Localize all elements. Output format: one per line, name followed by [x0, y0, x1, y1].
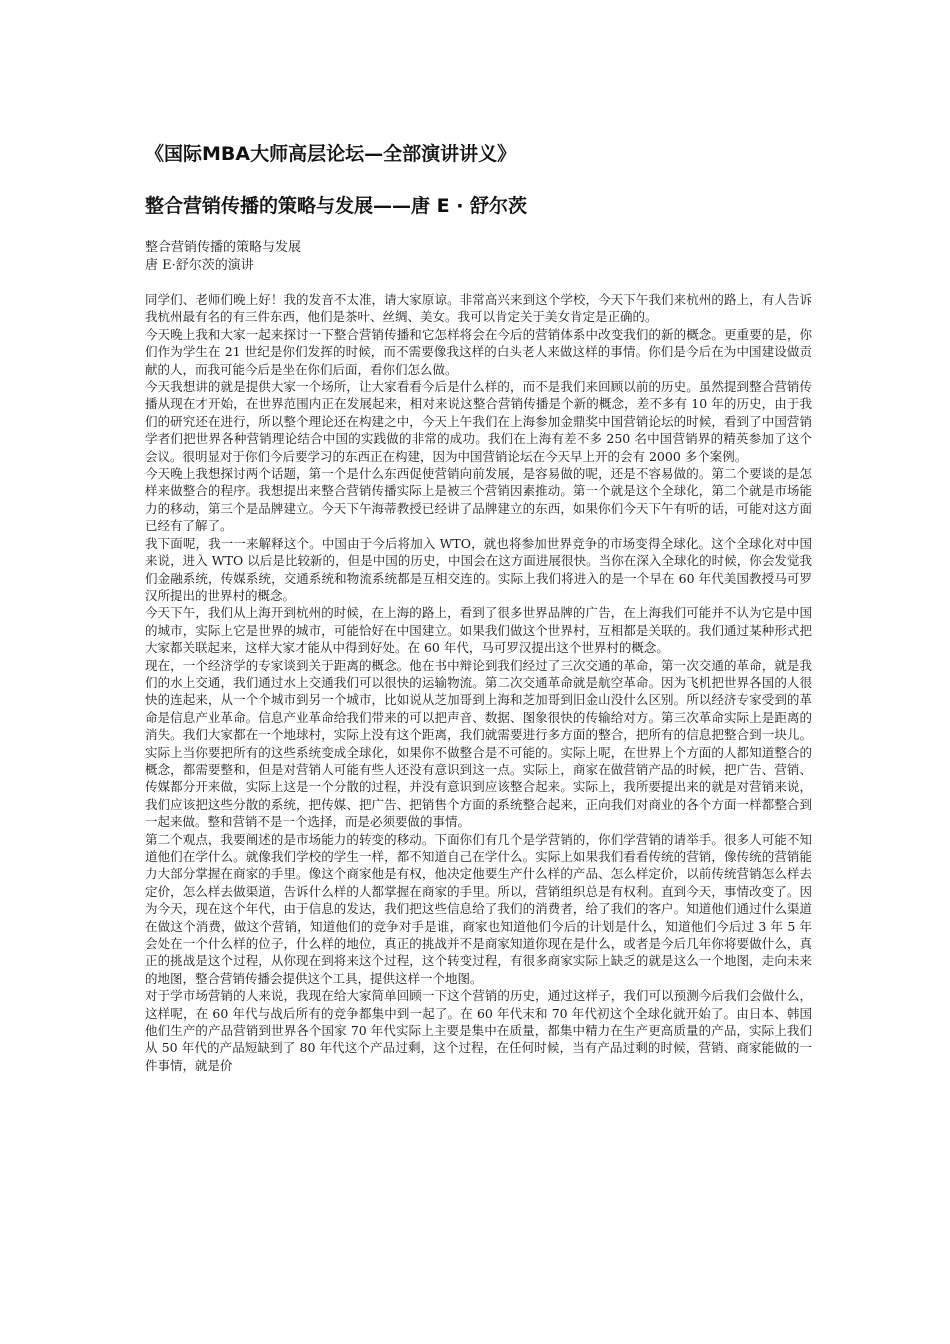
lecture-body: [145, 291, 812, 1074]
lecture-subtitle: [145, 239, 812, 274]
subtitle-line: 整合营销传播的策略与发展: [145, 240, 302, 255]
paragraph: 今天我想讲的就是提供大家一个场所，让大家看看今后是什么样的，而不是我们来回顾以前的历史。虽然提到整合营销传播从现在才开始，在世界范围内正在发展起来，相对来说这整合营销传播是个新的概念，差不多有 10 年的历史，由于我们的研究还在进行，所以整个理论还在构建之中，今天上午我们在上海参加金鼎奖中国营销论坛的时候，看到了中国营销学者们把世界各种营销理论结合中国的实践做的非常的成功。我们在上海有差不多 250 名中国营销界的精英参加了这个会议。很明显对于你们今后要学习的东西正在构建，因为中国营销论坛在今天早上开的会有 2000 多个案例。: [145, 379, 812, 464]
paragraph: 同学们、老师们晚上好！我的发音不太准，请大家原谅。非常高兴来到这个学校，今天下午我们来杭州的路上，有人告诉我杭州最有名的有三件东西，他们是茶叶、丝绸、美女。我可以肯定关于美女肯定是正确的。: [145, 292, 812, 325]
paragraph: 我下面呢，我一一来解释这个。中国由于今后将加入 WTO，就也将参加世界竞争的市场变得全球化。这个全球化对中国来说，进入 WTO 以后是比较新的，但是中国的历史，中国会在这方面进展很快。当你在深入全球化的时候，你会发觉我们金融系统，传媒系统，交通系统和物流系统都是互相交连的。实际上我们将进入的是一个早在 60 年代美国教授马可罗汉所提出的世界村的概念。: [145, 535, 812, 603]
paragraph: 今天下午，我们从上海开到杭州的时候，在上海的路上，看到了很多世界品牌的广告，在上海我们可能并不认为它是中国的城市，实际上它是世界的城市，可能恰好在中国建立。如果我们做这个世界村，互相都是关联的。我们通过某种形式把大家都关联起来，这样大家才能从中得到好处。在 60 年代，马可罗汉提出这个世界村的概念。: [145, 605, 812, 656]
document-page: [145, 140, 812, 1074]
paragraph: 今天晚上我想探讨两个话题，第一个是什么东西促使营销向前发展，是容易做的呢，还是不容易做的。第二个要谈的是怎样来做整合的程序。我想提出来整合营销传播实际上是被三个营销因素推动。第一个就是这个全球化，第二个就是市场能力的移动，第三个是品牌建立。今天下午海蒂教授已经讲了品牌建立的东西，如果你们今天下午有听的话，可能对这方面已经有了解了。: [145, 466, 812, 534]
paragraph: 现在，一个经济学的专家谈到关于距离的概念。他在书中辩论到我们经过了三次交通的革命，第一次交通的革命，就是我们的水上交通，我们通过水上交通我们可以很快的运输物流。第二次交通革命就是航空革命。因为飞机把世界各国的人很快的连起来，从一个个城市到另一个城市，比如说从芝加哥到上海和芝加哥到旧金山没什么区别。所以经济专家受到的革命是信息产业革命。信息产业革命给我们带来的可以把声音、数据、图象很快的传输给对方。第三次革命实际上是距离的消失。我们大家都在一个地球村，实际上没有这个距离，我们就需要进行多方面的整合，把所有的信息把整合到一块儿。实际上当你要把所有的这些系统变成全球化，如果你不做整合是不可能的。实际上呢，在世界上个方面的人都知道整合的概念，都需要整和，但是对营销人可能有些人还没有意识到这一点。实际上，商家在做营销产品的时候，把广告、营销、传媒都分开来做，实际上这是一个分散的过程，并没有意识到应该整合起来。实际上，我所要提出来的就是对营销来说，我们应该把这些分散的系统，把传媒、把广告、把销售个方面的系统整合起来，正向我们对商业的各个方面一样都整合到一起来做。整和营销不是一个选择，而是必须要做的事情。: [145, 657, 812, 830]
lecture-heading: 整合营销传播的策略与发展——唐 E · 舒尔茨: [145, 195, 528, 217]
document-title: 《国际MBA大师高层论坛—全部演讲讲义》: [145, 143, 517, 165]
paragraph: 今天晚上我和大家一起来探讨一下整合营销传播和它怎样将会在今后的营销体系中改变我们的新的概念。更重要的是，你们作为学生在 21 世纪是你们发挥的时候，而不需要像我这样的白头老人来做这样的事情。你们是今后在为中国建设做贡献的人，而我可能今后是坐在你们后面，看你们怎么做。: [145, 326, 812, 377]
paragraph: 第二个观点，我要阐述的是市场能力的转变的移动。下面你们有几个是学营销的，你们学营销的请举手。很多人可能不知道他们在学什么。就像我们学校的学生一样，都不知道自己在学什么。实际上如果我们看看传统的营销，像传统的营销能力大部分掌握在商家的手里。像这个商家他是有权，他决定他要生产什么样的产品、怎么样定价，以前传统营销怎么样去定价，怎么样去做渠道，告诉什么样的人都掌握在商家的手里。所以，营销组织总是有权利。直到今天，事情改变了。因为今天，现在这个年代，由于信息的发达，我们把这些信息给了我们的消费者，给了我们的客户。知道他们通过什么渠道在做这个消费，做这个营销，知道他们的竞争对手是谁，商家也知道他们今后的计划是什么，知道他们今后过 3 年 5 年会处在一个什么样的位子，什么样的地位，真正的挑战并不是商家知道你现在是什么，或者是今后几年你将要做什么，真正的挑战是这个过程，从你现在到将来这个过程，这个转变过程，有很多商家实际上缺乏的就是这么一个地图，走向未来的地图，整合营销传播会提供这个工具，提供这样一个地图。: [145, 831, 812, 986]
subtitle-line: 唐 E·舒尔茨的演讲: [145, 257, 254, 273]
paragraph: 对于学市场营销的人来说，我现在给大家简单回顾一下这个营销的历史，通过这样子，我们可以预测今后我们会做什么，这样呢，在 60 年代与战后所有的竞争都集中到一起了。在 60 年代末和 70 年代初这个全球化就开始了。由日本、韩国他们生产的产品营销到世界各个国家 70 年代实际上主要是集中在质量，都集中精力在生产更高质量的产品，实际上我们从 50 年代的产品短缺到了 80 年代这个产品过剩，这个过程，在任何时候，当有产品过剩的时候，营销、商家能做的一件事情，就是价: [145, 988, 812, 1073]
